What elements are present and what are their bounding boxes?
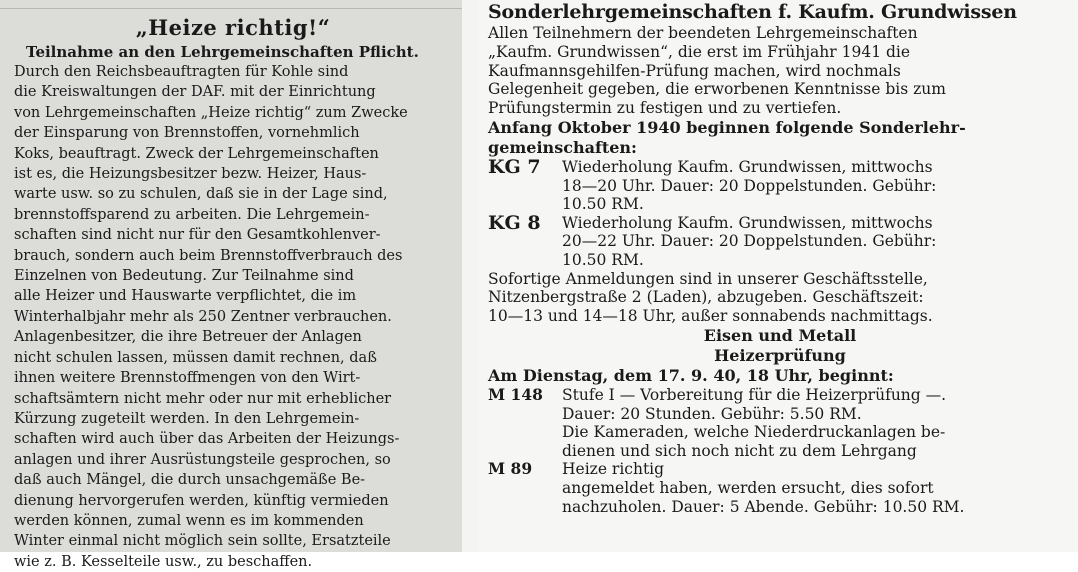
notice-start	[488, 118, 1072, 158]
article-body	[14, 62, 452, 572]
text-line: Anlagenbesitzer, die ihre Betreuer der Anlagen	[14, 329, 362, 346]
text-line: Die Kameraden, welche Niederdruckanlagen be-	[562, 423, 946, 442]
column-top-rule	[0, 0, 462, 9]
text-line: warte usw. so zu schulen, daß sie in der Lage sind,	[14, 186, 388, 203]
text-line: schaften wird auch über das Arbeiten der Heizungs-	[14, 431, 400, 448]
text-line: ihnen weitere Brennstoffmengen von den Wirt-	[14, 370, 361, 387]
date-line: Am Dienstag, dem 17. 9. 40, 18 Uhr, beginnt:	[488, 365, 894, 385]
text-line: nachzuholen. Dauer: 5 Abende. Gebühr: 10.50 RM.	[562, 497, 965, 516]
text-line: Wiederholung Kaufm. Grundwissen, mittwochs	[562, 157, 933, 176]
text-line: brennstoffsparend zu arbeiten. Die Lehrgemein-	[14, 206, 370, 223]
text-line: brauch, sondern auch beim Brennstoffverbrauch des	[14, 247, 403, 264]
text-line: Durch den Reichsbeauftragten für Kohle sind	[14, 64, 349, 80]
text-line: 10—13 und 14—18 Uhr, außer sonnabends nachmittags.	[488, 307, 933, 326]
subsection-heading: Heizerprüfung	[714, 345, 846, 365]
course-text	[562, 158, 1072, 214]
text-line: 10.50 RM.	[562, 195, 644, 214]
text-line: daß auch Mängel, die durch unsachgemäße Be-	[14, 472, 366, 489]
text-line: schaftsämtern nicht mehr oder nur mit erheblicher	[14, 390, 392, 407]
text-line: Kürzung zugeteilt werden. In den Lehrgemein-	[14, 410, 360, 427]
text-line: Gelegenheit gegeben, die erworbenen Kenntnisse bis zum	[488, 80, 946, 99]
text-line: nicht schulen lassen, müssen damit rechnen, daß	[14, 349, 377, 366]
section-heading: Eisen und Metall	[703, 325, 857, 345]
text-line: 18—20 Uhr. Dauer: 20 Doppelstunden. Gebühr:	[562, 176, 937, 195]
article-subtitle: Teilnahme an den Lehrgemeinschaften Pflicht.	[26, 43, 419, 61]
right-notice-column	[478, 0, 1078, 552]
text-line: Winter einmal nicht möglich sein sollte, Ersatzteile	[14, 533, 391, 550]
course-text	[562, 214, 1072, 270]
course-code: KG 7	[488, 155, 541, 178]
course-code: KG 8	[488, 211, 541, 234]
text-line: angemeldet haben, werden ersucht, dies sofort	[562, 478, 934, 497]
text-line: Heize richtig	[562, 460, 665, 479]
article-title: „Heize richtig!“	[135, 15, 331, 40]
text-line: anlagen und ihrer Ausrüstungsteile gesprochen, so	[14, 451, 391, 468]
text-line: Sofortige Anmeldungen sind in unserer Geschäftsstelle,	[488, 269, 928, 288]
course-text	[562, 386, 1072, 460]
text-line: Prüfungstermin zu festigen und zu vertiefen.	[488, 99, 842, 118]
notice-heading: Sonderlehrgemeinschaften f. Kaufm. Grundwissen	[488, 1, 1017, 23]
text-line: 10.50 RM.	[562, 250, 644, 269]
text-line: gemeinschaften:	[488, 137, 637, 157]
course-code: M 148	[488, 384, 543, 404]
text-line: wie z. B. Kesselteile usw., zu beschaffen.	[14, 553, 313, 570]
text-line: „Kaufm. Grundwissen“, die erst im Frühjahr 1941 die	[488, 42, 911, 61]
text-line: Allen Teilnehmern der beendeten Lehrgemeinschaften	[488, 24, 918, 42]
notice-intro	[488, 24, 1072, 118]
text-line: werden können, zumal wenn es im kommenden	[14, 512, 364, 529]
text-line: Winterhalbjahr mehr als 250 Zentner verbrauchen.	[14, 308, 392, 325]
text-line: Einzelnen von Bedeutung. Zur Teilnahme sind	[14, 268, 354, 285]
text-line: dienen und sich noch nicht zu dem Lehrgang	[562, 441, 917, 460]
course-m148	[488, 386, 1072, 460]
course-entry	[488, 211, 1072, 270]
text-line: die Kreiswaltungen der DAF. mit der Einrichtung	[14, 84, 376, 101]
text-line: Kaufmannsgehilfen-Prüfung machen, wird nochmals	[488, 61, 901, 80]
text-line: alle Heizer und Hauswarte verpflichtet, die im	[14, 288, 357, 305]
text-line: von Lehrgemeinschaften „Heize richtig“ zum Zwecke	[14, 104, 408, 121]
course-code: M 89	[488, 459, 533, 479]
column-gap	[462, 0, 478, 552]
text-line: Stufe I — Vorbereitung für die Heizerprüfung —.	[562, 385, 947, 404]
registration-info	[488, 270, 1072, 326]
course-m89	[488, 460, 1072, 516]
text-line: Koks, beauftragt. Zweck der Lehrgemeinschaften	[14, 145, 379, 162]
text-line: schaften sind nicht nur für den Gesamtkohlenver-	[14, 227, 381, 244]
text-line: der Einsparung von Brennstoffen, vornehmlich	[14, 125, 360, 142]
text-line: Nitzenbergstraße 2 (Laden), abzugeben. Geschäftszeit:	[488, 288, 924, 307]
text-line: 20—22 Uhr. Dauer: 20 Doppelstunden. Gebühr:	[562, 232, 937, 251]
text-line: Wiederholung Kaufm. Grundwissen, mittwochs	[562, 213, 933, 232]
left-article-column	[0, 0, 462, 570]
course-list	[488, 155, 1072, 270]
text-line: Anfang Oktober 1940 beginnen folgende Sonderlehr-	[488, 117, 966, 137]
text-line: dienung hervorgerufen werden, künftig vermieden	[14, 492, 389, 509]
course-text	[562, 460, 1072, 516]
course-entry	[488, 155, 1072, 214]
text-line: Dauer: 20 Stunden. Gebühr: 5.50 RM.	[562, 404, 862, 423]
text-line: ist es, die Heizungsbesitzer bezw. Heizer, Haus-	[14, 166, 367, 183]
